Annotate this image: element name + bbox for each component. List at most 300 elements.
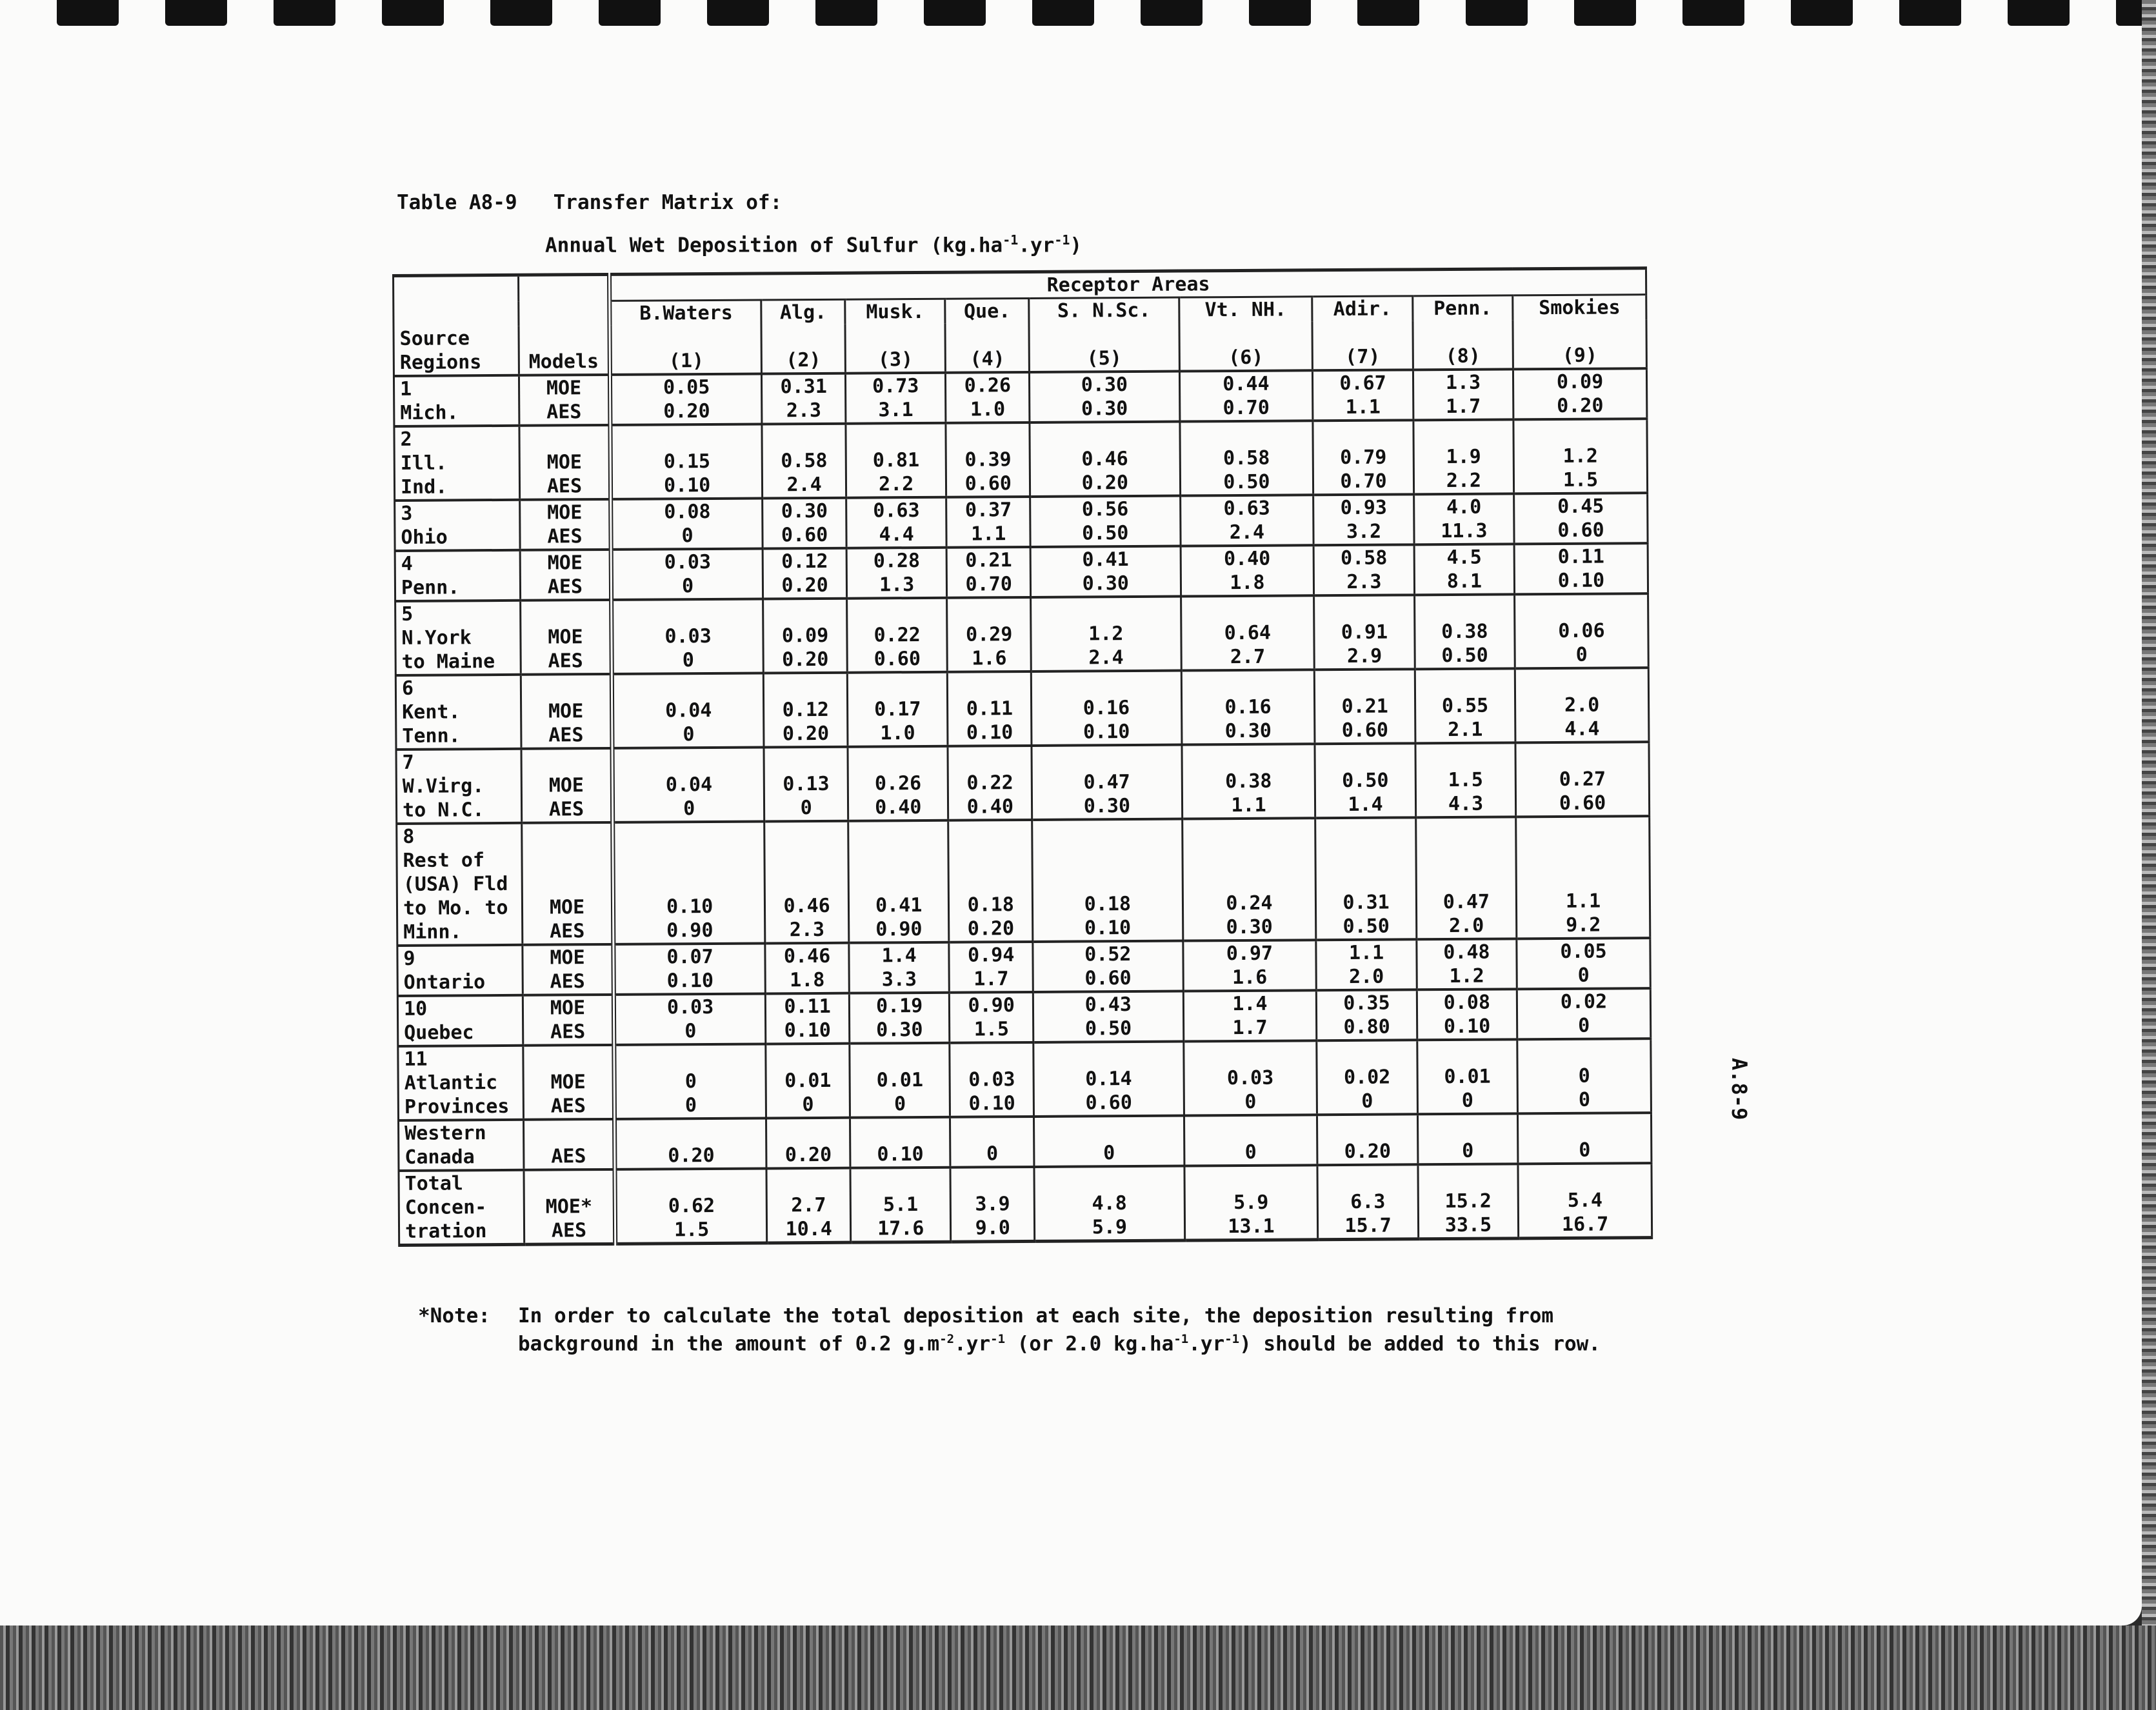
value-cell <box>1517 1039 1652 1113</box>
subtitle-mid: .yr <box>1018 234 1055 257</box>
deposition-value: 0.38 <box>1225 770 1272 793</box>
source-region-line: 5 <box>401 602 414 626</box>
deposition-value: 0.20 <box>668 1144 715 1168</box>
binder-ring <box>1899 0 1961 26</box>
model-cell <box>519 425 611 500</box>
model-cell <box>520 550 611 601</box>
value-cell <box>946 372 1030 423</box>
value-cell <box>1317 1164 1418 1239</box>
deposition-value: 1.1 <box>1565 890 1601 913</box>
model-label: MOE <box>550 997 586 1020</box>
value-cell <box>1418 1164 1519 1238</box>
value-cell <box>948 820 1033 942</box>
deposition-value: 2.1 <box>1448 718 1483 742</box>
deposition-value: 0 <box>1462 1139 1474 1162</box>
deposition-value: 16.7 <box>1561 1213 1609 1236</box>
binder-rings <box>0 0 2156 28</box>
source-region-line: Ohio <box>401 526 448 549</box>
deposition-value: 0.20 <box>1081 472 1129 495</box>
deposition-value: 0.50 <box>1441 644 1488 668</box>
value-cell <box>763 498 846 549</box>
value-cell <box>1513 419 1648 493</box>
model-label: AES <box>548 650 583 673</box>
value-cell <box>766 1168 850 1243</box>
deposition-value: 0.38 <box>1441 620 1488 644</box>
deposition-value: 1.7 <box>1232 1016 1268 1040</box>
value-cell <box>1182 744 1315 819</box>
value-cell <box>1031 597 1181 671</box>
model-cell <box>521 600 612 675</box>
deposition-value: 0 <box>986 1142 999 1166</box>
subtitle-exponent-1: -1 <box>1003 232 1019 248</box>
deposition-value: 2.7 <box>1230 645 1266 669</box>
note-exp-2: -1 <box>990 1332 1006 1346</box>
value-cell <box>849 942 950 993</box>
deposition-value: 1.8 <box>790 968 825 992</box>
table-row <box>397 988 1650 1046</box>
table-row <box>398 1039 1652 1120</box>
source-region-cell <box>394 375 519 426</box>
value-cell <box>1315 743 1415 818</box>
deposition-value: 2.4 <box>1229 521 1265 544</box>
deposition-value: 0.18 <box>967 893 1014 917</box>
deposition-value: 0.50 <box>1084 1017 1132 1040</box>
deposition-value: 0.18 <box>1084 893 1132 916</box>
value-cell <box>1317 1114 1418 1165</box>
value-cell <box>1313 494 1414 545</box>
value-cell <box>1413 369 1513 420</box>
deposition-value: 0.08 <box>1443 991 1491 1015</box>
deposition-value: 0.10 <box>1083 721 1130 744</box>
deposition-value: 0 <box>683 723 695 746</box>
deposition-value: 0.60 <box>781 523 828 547</box>
value-cell <box>847 672 948 747</box>
value-cell <box>764 821 849 944</box>
source-region-line: Ind. <box>400 475 448 499</box>
deposition-value: 0.47 <box>1083 771 1130 794</box>
value-cell <box>1033 1042 1184 1117</box>
value-cell <box>849 993 950 1044</box>
deposition-value: 15.2 <box>1444 1189 1492 1213</box>
receptor-areas-header: Receptor Areas <box>610 268 1646 301</box>
deposition-value: 5.9 <box>1233 1191 1269 1215</box>
deposition-value: 0.28 <box>873 550 921 573</box>
source-region-line: Mich. <box>400 401 459 424</box>
deposition-value: 0.46 <box>1081 448 1128 471</box>
deposition-value: 0.91 <box>1341 621 1388 644</box>
deposition-value: 15.7 <box>1344 1214 1392 1238</box>
receptor-number: (3) <box>845 324 946 373</box>
deposition-value: 1.3 <box>1445 371 1481 395</box>
deposition-value: 9.2 <box>1566 913 1601 937</box>
deposition-value: 0 <box>1103 1142 1115 1165</box>
binder-ring <box>1141 0 1203 26</box>
deposition-value: 0.31 <box>780 375 827 399</box>
model-label: MOE <box>548 626 583 649</box>
deposition-value: 1.9 <box>1446 445 1481 469</box>
table-row <box>395 543 1648 601</box>
value-cell <box>950 1042 1033 1117</box>
value-cell <box>1030 422 1180 497</box>
models-header: Models <box>519 326 610 375</box>
table-title <box>397 191 782 214</box>
value-cell <box>948 671 1032 746</box>
source-region-cell <box>399 1170 524 1246</box>
header-blank-models <box>519 274 610 301</box>
deposition-value: 0.60 <box>1085 1091 1132 1115</box>
source-region-line: Western <box>404 1122 486 1145</box>
deposition-value: 1.0 <box>880 722 915 745</box>
binder-ring <box>382 0 444 26</box>
deposition-value: 0.60 <box>1084 967 1132 990</box>
value-cell <box>1515 593 1649 668</box>
deposition-value: 0.03 <box>664 624 712 648</box>
deposition-value: 2.3 <box>786 399 822 423</box>
deposition-value: 0.10 <box>1084 917 1132 940</box>
model-cell <box>521 748 613 823</box>
receptor-number: (6) <box>1179 321 1313 371</box>
model-label: AES <box>547 525 583 548</box>
deposition-value: 0.20 <box>1557 394 1604 417</box>
value-cell <box>1313 544 1414 595</box>
value-cell <box>766 993 850 1044</box>
page-edge-right <box>2142 0 2156 1710</box>
model-label: MOE <box>550 946 585 969</box>
value-cell <box>846 548 947 599</box>
deposition-value: 0 <box>1244 1140 1257 1164</box>
deposition-value: 0 <box>1361 1089 1373 1113</box>
page-edge-bottom <box>0 1625 2156 1710</box>
note-text <box>518 1304 1605 1355</box>
value-cell <box>1183 1040 1317 1115</box>
deposition-value: 0.50 <box>1223 470 1270 494</box>
value-cell <box>1313 370 1413 421</box>
deposition-value: 0.15 <box>663 450 711 473</box>
value-cell <box>1030 496 1181 547</box>
deposition-value: 0.21 <box>965 549 1012 572</box>
deposition-value: 0.09 <box>781 624 829 648</box>
model-cell <box>519 375 610 426</box>
deposition-value: 0 <box>681 524 694 548</box>
deposition-value: 0.30 <box>1224 719 1272 743</box>
value-cell <box>1181 595 1314 670</box>
source-region-line: to Mo. to <box>403 896 508 920</box>
value-cell <box>764 673 848 748</box>
value-cell <box>1313 420 1413 495</box>
value-cell <box>1417 939 1517 989</box>
source-region-line: Total <box>404 1172 464 1195</box>
model-label: AES <box>546 401 582 424</box>
value-cell <box>1315 669 1415 744</box>
binder-ring <box>1466 0 1528 26</box>
deposition-value: 0.58 <box>1223 446 1270 470</box>
model-cell <box>522 822 614 945</box>
model-cell <box>524 1119 615 1170</box>
deposition-value: 0.30 <box>1081 397 1128 421</box>
table-name: Transfer Matrix of: <box>553 191 783 214</box>
source-region-line: 8 <box>403 825 415 848</box>
deposition-value: 0 <box>1461 1089 1473 1112</box>
deposition-value: 6.3 <box>1350 1190 1386 1213</box>
value-cell <box>613 821 765 944</box>
note-part-1: In order to calculate the total deposition at each site, the deposition resulting from background in the amount of 0.2 g.m <box>518 1304 1554 1356</box>
deposition-value: 0 <box>1578 1088 1591 1111</box>
value-cell <box>762 373 846 424</box>
table-row <box>399 1163 1652 1245</box>
deposition-value: 0 <box>1577 964 1590 987</box>
value-cell <box>1033 941 1183 992</box>
value-cell <box>1414 594 1515 669</box>
value-cell <box>611 548 763 599</box>
table-label: Table A8-9 <box>397 191 517 214</box>
source-region-cell <box>394 426 520 501</box>
value-cell <box>1415 817 1517 939</box>
note-part-2: .yr <box>954 1332 991 1356</box>
deposition-value: 5.9 <box>1092 1216 1128 1239</box>
deposition-value: 0.20 <box>967 917 1015 940</box>
table-row <box>395 668 1649 750</box>
deposition-value: 2.2 <box>879 473 914 496</box>
value-cell <box>614 993 766 1044</box>
receptor-number: (2) <box>761 324 845 374</box>
value-cell <box>614 943 766 994</box>
value-cell <box>1180 495 1313 546</box>
receptor-name: Penn. <box>1412 295 1513 321</box>
deposition-value: 1.5 <box>674 1218 710 1242</box>
source-region-line: tration <box>404 1220 487 1243</box>
value-cell <box>610 424 763 499</box>
deposition-value: 0.64 <box>1224 621 1272 645</box>
deposition-value: 0.01 <box>1444 1065 1491 1089</box>
source-region-line: 4 <box>401 552 413 575</box>
source-region-line: Canada <box>404 1146 475 1169</box>
model-label: MOE <box>546 451 582 474</box>
binder-ring <box>1357 0 1419 26</box>
deposition-value: 1.5 <box>973 1018 1010 1041</box>
deposition-value: 0.10 <box>877 1142 924 1166</box>
deposition-value: 0.50 <box>1342 769 1389 793</box>
value-cell <box>947 547 1031 598</box>
deposition-value: 0.70 <box>1223 396 1270 420</box>
value-cell <box>1181 670 1315 744</box>
deposition-value: 0.60 <box>873 648 921 671</box>
deposition-value: 1.2 <box>1088 622 1124 646</box>
value-cell <box>1414 544 1515 595</box>
value-cell <box>1517 938 1650 989</box>
deposition-value: 0.20 <box>781 573 828 597</box>
binder-ring <box>599 0 661 26</box>
deposition-value: 2.3 <box>1346 570 1382 593</box>
value-cell <box>764 747 848 822</box>
deposition-value: 0 <box>893 1093 906 1116</box>
deposition-value: 0.81 <box>872 449 920 472</box>
binder-ring <box>1574 0 1636 26</box>
value-cell <box>1184 1165 1318 1240</box>
model-label: AES <box>550 920 585 943</box>
table-row <box>397 816 1650 946</box>
binder-ring <box>274 0 335 26</box>
header-blank-source <box>394 275 519 302</box>
deposition-value: 0 <box>683 797 695 820</box>
source-region-line: 11 <box>404 1048 428 1071</box>
deposition-value: 1.4 <box>1348 793 1383 816</box>
source-region-cell <box>395 601 521 675</box>
deposition-value: 0.48 <box>1443 940 1490 964</box>
table-row <box>394 419 1648 501</box>
model-label: AES <box>550 1095 586 1118</box>
header-blank <box>394 301 519 327</box>
value-cell <box>846 423 946 498</box>
deposition-value: 0.62 <box>668 1194 715 1218</box>
deposition-value: 0.90 <box>666 919 714 942</box>
receptor-name: Que. <box>945 298 1029 323</box>
value-cell <box>1517 988 1650 1039</box>
value-cell <box>1417 989 1517 1040</box>
value-cell <box>950 1167 1034 1242</box>
deposition-value: 4.4 <box>879 523 914 546</box>
deposition-value: 0.45 <box>1557 495 1604 518</box>
deposition-value: 1.6 <box>972 647 1007 670</box>
deposition-value: 0 <box>800 797 812 820</box>
deposition-value: 0.79 <box>1340 446 1387 470</box>
value-cell <box>1032 819 1183 942</box>
deposition-value: 0.73 <box>872 375 919 398</box>
value-cell <box>1513 368 1647 419</box>
model-label: MOE <box>547 552 583 575</box>
value-cell <box>763 599 847 673</box>
deposition-value: 13.1 <box>1228 1215 1275 1238</box>
deposition-value: 0.01 <box>784 1069 832 1093</box>
value-cell <box>1317 989 1417 1040</box>
source-region-line: to N.C. <box>402 799 484 822</box>
deposition-value: 0.09 <box>1556 370 1604 393</box>
deposition-value: 1.1 <box>1345 395 1381 419</box>
receptor-number: (9) <box>1513 319 1646 369</box>
receptor-name: Smokies <box>1513 295 1646 321</box>
deposition-value: 0.20 <box>782 722 830 746</box>
deposition-value: 0.58 <box>781 449 828 473</box>
deposition-value: 0.60 <box>964 472 1012 495</box>
value-cell <box>611 499 763 550</box>
deposition-value: 0.60 <box>1557 519 1604 542</box>
value-cell <box>850 1168 951 1242</box>
source-header-line: Source <box>399 327 470 350</box>
table-row <box>399 1113 1652 1171</box>
deposition-value: 0.12 <box>782 698 830 722</box>
receptor-name: Vt. NH. <box>1179 297 1312 323</box>
deposition-value: 0.30 <box>1083 795 1131 818</box>
deposition-value: 0.58 <box>1341 546 1388 570</box>
deposition-value: 0.29 <box>965 623 1013 646</box>
source-region-line: (USA) Fld <box>403 872 508 896</box>
deposition-value: 0.02 <box>1343 1066 1391 1089</box>
deposition-value: 0.24 <box>1226 891 1273 915</box>
source-region-cell <box>396 749 522 824</box>
source-region-line: Kent. <box>402 701 461 724</box>
source-region-line: Quebec <box>404 1021 474 1044</box>
model-cell <box>521 674 612 749</box>
value-cell <box>949 942 1033 993</box>
value-cell <box>763 548 846 599</box>
deposition-value: 0.37 <box>964 499 1012 522</box>
deposition-value: 0.90 <box>968 994 1015 1017</box>
value-cell <box>848 820 950 943</box>
deposition-value: 0 <box>1578 1014 1590 1037</box>
model-label: MOE* <box>545 1195 593 1218</box>
deposition-value: 0.12 <box>781 550 828 573</box>
deposition-value: 0.11 <box>1557 545 1605 568</box>
deposition-value: 4.0 <box>1446 495 1482 519</box>
deposition-value: 0.10 <box>784 1019 832 1042</box>
value-cell <box>850 1117 951 1168</box>
deposition-value: 0.40 <box>875 796 922 819</box>
source-region-cell <box>397 995 523 1046</box>
source-region-line: Ontario <box>403 971 486 994</box>
deposition-value: 0.50 <box>1082 522 1129 545</box>
model-label: AES <box>550 1020 586 1044</box>
deposition-value: 1.2 <box>1449 964 1484 988</box>
value-cell <box>1415 668 1515 743</box>
deposition-value: 1.4 <box>1232 992 1268 1016</box>
deposition-value: 0.20 <box>1344 1140 1392 1164</box>
binder-ring <box>490 0 552 26</box>
model-label: AES <box>550 970 585 993</box>
deposition-value: 0.40 <box>966 795 1014 819</box>
deposition-value: 1.2 <box>1562 444 1599 468</box>
binder-ring <box>707 0 769 26</box>
value-cell <box>762 424 846 499</box>
model-label: AES <box>547 575 583 599</box>
deposition-value: 4.3 <box>1448 792 1484 816</box>
table-row <box>396 742 1650 824</box>
value-cell <box>1034 1116 1184 1167</box>
value-cell <box>946 497 1030 548</box>
value-cell <box>1181 545 1314 596</box>
receptor-name: Adir. <box>1312 296 1413 321</box>
binder-ring <box>1249 0 1311 26</box>
deposition-value: 0.10 <box>663 473 711 497</box>
value-cell <box>1515 742 1650 817</box>
deposition-value: 9.0 <box>975 1217 1011 1240</box>
deposition-value: 0.10 <box>1443 1015 1491 1039</box>
value-cell <box>948 746 1032 820</box>
source-region-line: 3 <box>401 502 413 525</box>
deposition-value: 0.30 <box>1226 915 1273 939</box>
deposition-value: 0.17 <box>874 698 921 721</box>
deposition-value: 2.9 <box>1346 644 1382 668</box>
deposition-value: 0 <box>1244 1090 1257 1113</box>
binder-ring <box>815 0 877 26</box>
deposition-value: 0.60 <box>1559 791 1606 815</box>
binder-ring <box>57 0 119 26</box>
deposition-value: 2.7 <box>791 1193 826 1217</box>
value-cell <box>1179 370 1313 421</box>
value-cell <box>1314 595 1415 670</box>
deposition-value: 0.07 <box>666 945 714 969</box>
binder-ring <box>924 0 986 26</box>
deposition-value: 0.08 <box>664 500 711 524</box>
source-region-cell <box>395 550 520 601</box>
value-cell <box>1515 668 1649 742</box>
deposition-value: 0.46 <box>783 894 830 918</box>
deposition-value: 0.03 <box>1226 1066 1274 1090</box>
receptor-name: S. N.Sc. <box>1029 297 1179 323</box>
source-region-cell <box>395 500 520 551</box>
deposition-value: 0 <box>1578 1064 1590 1088</box>
deposition-value: 0.50 <box>1343 915 1390 939</box>
deposition-value: 0.03 <box>664 550 712 574</box>
note-part-4: .yr <box>1188 1332 1225 1356</box>
